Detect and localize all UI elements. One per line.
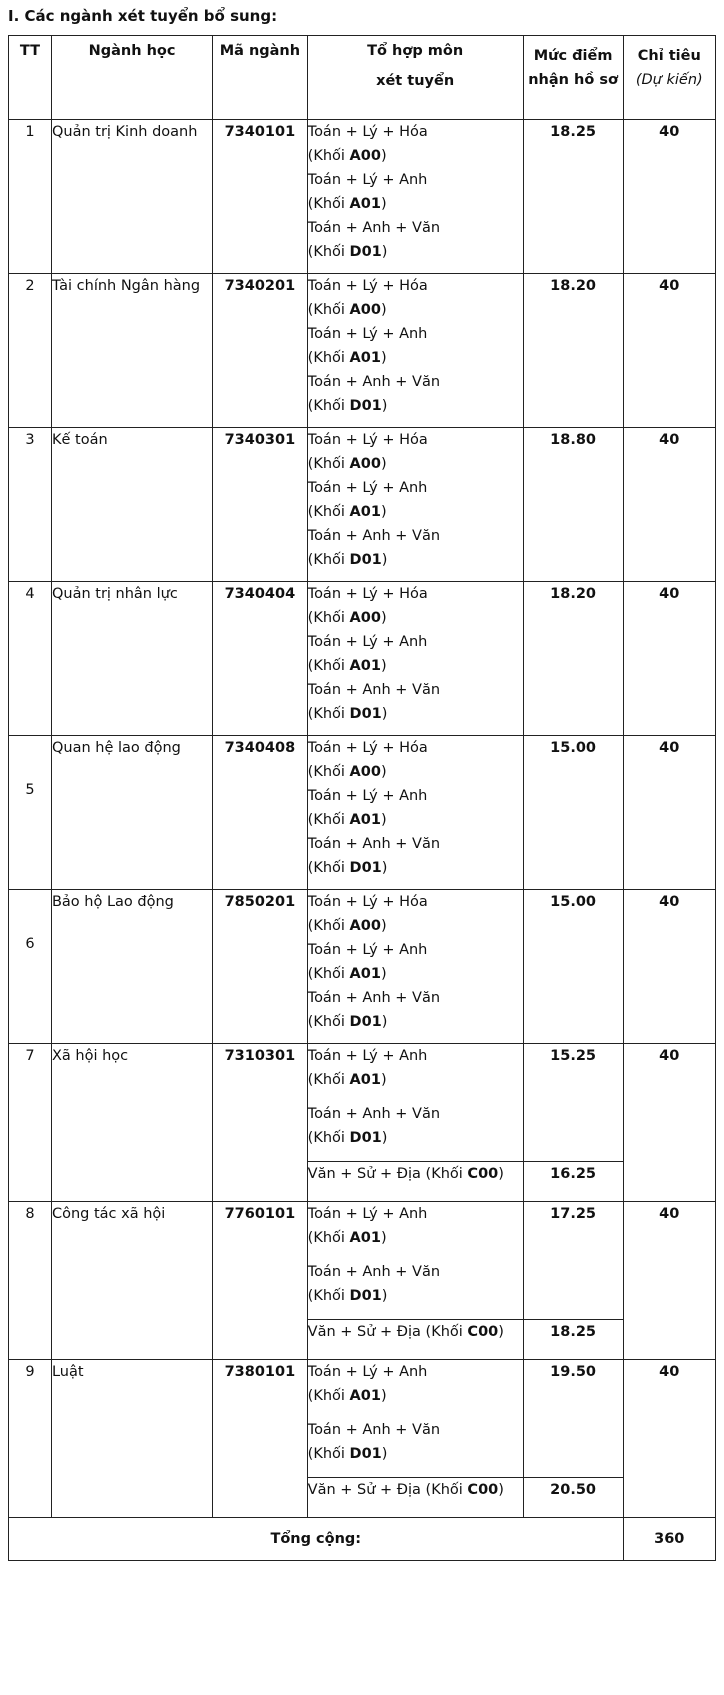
row-combos: Toán + Lý + Hóa (Khối A00) Toán + Lý + Anh (Khối A01) Toán + Anh + Văn (Khối D01) [307,582,523,736]
row-tt: 9 [9,1360,52,1518]
row-name: Quản trị nhân lực [51,582,212,736]
row-combo-c00: Văn + Sử + Địa (Khối C00) [307,1478,523,1518]
row-score: 15.00 [523,736,623,890]
row-code: 7340301 [213,428,308,582]
table-row [9,582,716,736]
row-tt: 2 [9,274,52,428]
row-tt: 3 [9,428,52,582]
row-code: 7340201 [213,274,308,428]
row-tt: 8 [9,1202,52,1360]
section-title: I. Các ngành xét tuyển bổ sung: [8,7,278,25]
row-name: Bảo hộ Lao động [51,890,212,1044]
row-code: 7850201 [213,890,308,1044]
row-combos: Toán + Lý + Anh (Khối A01) Toán + Anh + Văn (Khối D01) [307,1202,523,1320]
row-quota: 40 [623,1044,715,1202]
header-chitieu: Chỉ tiêu (Dự kiến) [623,36,715,120]
row-combo-c00: Văn + Sử + Địa (Khối C00) [307,1162,523,1202]
row-tt: 5 [9,736,52,890]
row-code: 7760101 [213,1202,308,1360]
row-score-c00: 20.50 [523,1478,623,1518]
row-quota: 40 [623,736,715,890]
row-quota: 40 [623,428,715,582]
row-score: 18.20 [523,582,623,736]
row-code: 7340101 [213,120,308,274]
header-row [9,36,716,120]
row-combos: Toán + Lý + Anh (Khối A01) Toán + Anh + Văn (Khối D01) [307,1044,523,1162]
total-value: 360 [623,1518,715,1561]
row-tt: 1 [9,120,52,274]
row-score: 17.25 [523,1202,623,1320]
row-combos: Toán + Lý + Anh (Khối A01) Toán + Anh + Văn (Khối D01) [307,1360,523,1478]
table-row [9,736,716,890]
row-code: 7380101 [213,1360,308,1518]
row-score-c00: 18.25 [523,1320,623,1360]
row-score: 18.25 [523,120,623,274]
row-name: Xã hội học [51,1044,212,1202]
table-row [9,274,716,428]
row-score-c00: 16.25 [523,1162,623,1202]
row-score: 15.25 [523,1044,623,1162]
row-combos: Toán + Lý + Hóa (Khối A00) Toán + Lý + Anh (Khối A01) Toán + Anh + Văn (Khối D01) [307,120,523,274]
row-score: 18.20 [523,274,623,428]
row-name: Kế toán [51,428,212,582]
row-score: 18.80 [523,428,623,582]
row-combos: Toán + Lý + Hóa (Khối A00) Toán + Lý + Anh (Khối A01) Toán + Anh + Văn (Khối D01) [307,274,523,428]
header-tohop: Tổ hợp môn xét tuyển [307,36,523,120]
row-tt: 6 [9,890,52,1044]
header-ma: Mã ngành [213,36,308,120]
table-row [9,1044,716,1162]
row-score: 15.00 [523,890,623,1044]
row-quota: 40 [623,582,715,736]
table-row [9,890,716,1044]
row-tt: 7 [9,1044,52,1202]
row-name: Tài chính Ngân hàng [51,274,212,428]
row-quota: 40 [623,120,715,274]
row-tt: 4 [9,582,52,736]
table-row [9,428,716,582]
row-combo-c00: Văn + Sử + Địa (Khối C00) [307,1320,523,1360]
table-row [9,1202,716,1320]
table-row [9,120,716,274]
row-combos: Toán + Lý + Hóa (Khối A00) Toán + Lý + Anh (Khối A01) Toán + Anh + Văn (Khối D01) [307,428,523,582]
row-score: 19.50 [523,1360,623,1478]
row-code: 7340404 [213,582,308,736]
total-label: Tổng cộng: [9,1518,624,1561]
row-quota: 40 [623,890,715,1044]
total-row [9,1518,716,1561]
row-name: Công tác xã hội [51,1202,212,1360]
header-nganh: Ngành học [51,36,212,120]
admission-table [8,35,716,1561]
row-combos: Toán + Lý + Hóa (Khối A00) Toán + Lý + Anh (Khối A01) Toán + Anh + Văn (Khối D01) [307,890,523,1044]
row-name: Quan hệ lao động [51,736,212,890]
row-name: Luật [51,1360,212,1518]
table-row [9,1360,716,1478]
row-combos: Toán + Lý + Hóa (Khối A00) Toán + Lý + Anh (Khối A01) Toán + Anh + Văn (Khối D01) [307,736,523,890]
row-name: Quản trị Kinh doanh [51,120,212,274]
header-muc: Mức điểm nhận hồ sơ [523,36,623,120]
row-quota: 40 [623,274,715,428]
row-quota: 40 [623,1202,715,1360]
header-tt: TT [9,36,52,120]
row-code: 7340408 [213,736,308,890]
row-quota: 40 [623,1360,715,1518]
row-code: 7310301 [213,1044,308,1202]
